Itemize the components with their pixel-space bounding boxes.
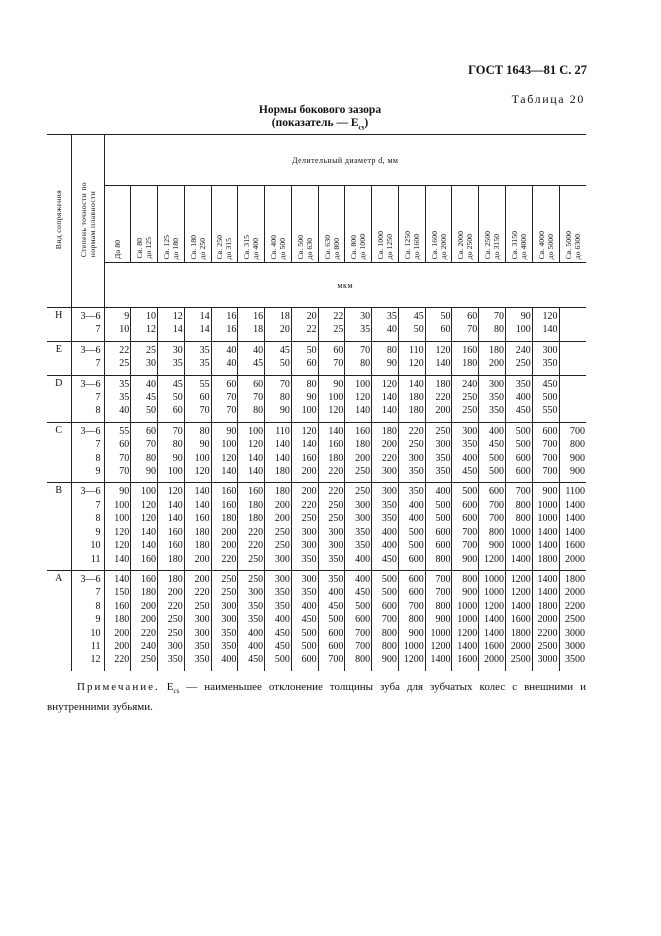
value-cell: 60 70 80 xyxy=(238,375,265,422)
value-cell: 110 140 140 180 xyxy=(265,422,292,483)
accuracy-degree: 3—6 7 8 9 10 11 12 xyxy=(71,570,104,670)
value-cell: 180 200 200 250 250 300 xyxy=(265,483,292,570)
value-cell: 1200 1200 1400 1600 1800 2000 2500 xyxy=(505,570,532,670)
accuracy-degree: 3—6 7 8 xyxy=(71,375,104,422)
value-cell: 300 350 400 450 500 500 600 xyxy=(291,570,318,670)
value-cell: 40 40 xyxy=(211,341,238,375)
col-kind-header: Вид сопряжения xyxy=(47,135,71,308)
value-cell: 500 500 600 700 800 800 900 xyxy=(372,570,399,670)
value-cell: 600 600 700 800 900 1000 1200 xyxy=(398,570,425,670)
value-cell: 55 60 70 xyxy=(184,375,211,422)
value-cell: 1000 1000 1200 1400 1400 1600 2000 xyxy=(479,570,506,670)
value-cell: 1100 1400 1400 1400 1600 2000 xyxy=(559,483,586,570)
group-row-E xyxy=(47,341,586,375)
value-cell: 22 25 xyxy=(104,341,131,375)
value-cell: 10 12 xyxy=(131,308,158,342)
value-cell: 500 500 600 600 xyxy=(505,422,532,483)
value-cell: 90 100 120 xyxy=(318,375,345,422)
value-cell: 45 50 xyxy=(265,341,292,375)
value-cell: 35 35 40 xyxy=(104,375,131,422)
group-row-B xyxy=(47,483,586,570)
table-number: Таблица 20 xyxy=(511,92,585,106)
value-cell: 160 180 200 200 220 240 250 xyxy=(131,570,158,670)
value-cell: 500 600 600 700 700 900 xyxy=(452,483,479,570)
value-cell: 220 250 300 350 xyxy=(398,422,425,483)
value-cell: 400 500 500 600 600 800 xyxy=(425,483,452,570)
value-cell: 50 60 xyxy=(291,341,318,375)
col-header: Св. 1000 до 1250 xyxy=(372,186,399,263)
value-cell: 40 45 xyxy=(238,341,265,375)
table-title xyxy=(220,104,420,134)
value-cell: 140 180 180 xyxy=(398,375,425,422)
mate-kind: B xyxy=(47,483,71,570)
value-cell: 180 220 200 xyxy=(425,375,452,422)
value-cell: 900 1000 1000 1400 1400 1800 xyxy=(532,483,559,570)
value-cell: 80 90 100 xyxy=(291,375,318,422)
col-header: Св. 250 до 315 xyxy=(211,186,238,263)
col-header: До 80 xyxy=(104,186,131,263)
title-line-2: (показатель — $E_{cs}$) xyxy=(271,117,369,132)
value-cell: 1400 1400 1800 2000 2200 2500 3000 xyxy=(532,570,559,670)
value-cell: 140 150 160 180 200 200 220 xyxy=(104,570,131,670)
col-header: Св. 3150 до 4000 xyxy=(505,186,532,263)
value-cell: 200 220 250 300 300 350 xyxy=(291,483,318,570)
value-cell: 600 700 700 700 xyxy=(532,422,559,483)
col-header: Св. 80 до 125 xyxy=(131,186,158,263)
value-cell: 180 200 xyxy=(479,341,506,375)
col-header: Св. 400 до 500 xyxy=(265,186,292,263)
value-cell: 60 70 70 xyxy=(211,375,238,422)
value-cell: 160 180 200 250 xyxy=(345,422,372,483)
value-cell xyxy=(559,308,586,342)
col-header: Св. 2500 до 3150 xyxy=(479,186,506,263)
value-cell: 70 80 90 xyxy=(265,375,292,422)
value-cell: 25 30 xyxy=(131,341,158,375)
value-cell: 700 800 900 900 xyxy=(559,422,586,483)
value-cell: 90 100 120 140 xyxy=(211,422,238,483)
value-cell: 35 40 xyxy=(372,308,399,342)
value-cell: 240 250 250 xyxy=(452,375,479,422)
col-header: Св. 630 до 800 xyxy=(318,186,345,263)
value-cell: 30 35 xyxy=(345,308,372,342)
value-cell: 350 400 450 500 600 600 700 xyxy=(318,570,345,670)
mate-kind: D xyxy=(47,375,71,422)
value-cell: 100 120 120 140 140 160 xyxy=(131,483,158,570)
value-cell: 140 160 180 220 xyxy=(318,422,345,483)
value-cell: 700 800 800 1000 1000 1400 xyxy=(505,483,532,570)
value-cell: 300 350 350 400 450 450 500 xyxy=(265,570,292,670)
value-cell: 140 140 160 180 180 200 xyxy=(184,483,211,570)
value-cell: 1800 2000 2200 2500 3000 3000 3500 xyxy=(565,573,585,666)
mate-kind: H xyxy=(47,308,71,342)
value-cell: 250 300 350 350 400 400 450 xyxy=(238,570,265,670)
value-cell: 400 450 500 500 xyxy=(479,422,506,483)
value-cell: 240 250 xyxy=(505,341,532,375)
value-cell: 16 16 xyxy=(211,308,238,342)
value-cell: 70 80 xyxy=(479,308,506,342)
value-cell: 60 70 xyxy=(452,308,479,342)
value-cell: 350 400 450 xyxy=(505,375,532,422)
value-cell: 600 700 700 800 900 1200 xyxy=(479,483,506,570)
value-cell: 60 70 xyxy=(318,341,345,375)
value-cell: 45 50 60 xyxy=(158,375,185,422)
note-label: Примечание. xyxy=(77,681,160,693)
col-header: Св. 800 до 1000 xyxy=(345,186,372,263)
mate-kind: C xyxy=(47,422,71,483)
value-cell: 90 100 xyxy=(505,308,532,342)
value-cell: 22 25 xyxy=(318,308,345,342)
unit-header: мкм xyxy=(104,263,586,308)
value-cell: 250 300 350 350 xyxy=(425,422,452,483)
value-cell: 50 60 xyxy=(425,308,452,342)
value-cell: 9 10 xyxy=(104,308,131,342)
value-cell: 55 60 70 70 xyxy=(104,422,131,483)
value-cell: 400 450 500 600 700 700 800 xyxy=(345,570,372,670)
note-text: — наименьшее отклонение толщины зуба для зубчатых колес с внешними и внутренними зубьями. xyxy=(47,681,586,714)
accuracy-degree: 3—6 7 xyxy=(71,341,104,375)
value-cell: 450 500 550 xyxy=(532,375,559,422)
value-cell: 110 120 xyxy=(398,341,425,375)
col-header: Св. 2000 до 2500 xyxy=(452,186,479,263)
value-cell: 18 20 xyxy=(265,308,292,342)
diameter-span-header: Делительный диаметр d, мм xyxy=(104,135,586,186)
value-cell: 70 80 xyxy=(345,341,372,375)
col-header: Св. 1600 до 2000 xyxy=(425,186,452,263)
value-cell: 160 180 180 220 220 250 xyxy=(238,483,265,570)
note-symbol: $E_{cs}$ xyxy=(166,681,180,696)
col-header: Св. 4000 до 5000 xyxy=(532,186,559,263)
value-cell: 300 350 350 xyxy=(479,375,506,422)
value-cell xyxy=(559,341,586,375)
value-cell: 90 100 100 120 120 140 xyxy=(104,483,131,570)
value-cell: 180 200 220 250 250 300 350 xyxy=(158,570,185,670)
value-cell: 16 18 xyxy=(238,308,265,342)
col-header: Св. 315 до 400 xyxy=(238,186,265,263)
value-cell: 220 250 250 300 300 350 xyxy=(318,483,345,570)
title-line-1: Нормы бокового зазора xyxy=(258,104,382,116)
value-cell xyxy=(559,375,586,422)
group-row-C xyxy=(47,422,586,483)
value-cell: 800 900 1000 1000 1200 1400 1600 xyxy=(452,570,479,670)
value-cell: 70 80 90 100 xyxy=(158,422,185,483)
value-cell: 200 220 250 300 300 350 350 xyxy=(184,570,211,670)
col-header: Св. 125 до 180 xyxy=(158,186,185,263)
col-header: Св. 1250 до 1600 xyxy=(398,186,425,263)
value-cell: 20 22 xyxy=(291,308,318,342)
value-cell: 45 50 xyxy=(398,308,425,342)
accuracy-degree: 3—6 7 xyxy=(71,308,104,342)
value-cell: 300 350 400 450 xyxy=(452,422,479,483)
mate-kind: A xyxy=(47,570,71,670)
value-cell: 100 120 140 xyxy=(345,375,372,422)
value-cell: 100 120 140 140 xyxy=(238,422,265,483)
accuracy-degree: 3—6 7 8 9 10 11 xyxy=(71,483,104,570)
value-cell: 300 350 xyxy=(532,341,559,375)
table-note xyxy=(47,679,586,715)
value-cell: 30 35 xyxy=(158,341,185,375)
col-header: Св. 180 до 250 xyxy=(184,186,211,263)
value-cell: 120 140 160 200 xyxy=(291,422,318,483)
backlash-norms-table xyxy=(47,134,586,671)
col-header: Св. 500 до 630 xyxy=(291,186,318,263)
accuracy-degree: 3—6 7 8 9 xyxy=(71,422,104,483)
value-cell: 160 160 180 200 200 220 xyxy=(211,483,238,570)
col-degree-header: Степень точности по нормам плавности xyxy=(71,135,104,308)
value-cell: 160 180 xyxy=(452,341,479,375)
group-row-H xyxy=(47,308,586,342)
col-header: Св. 5000 до 6300 xyxy=(559,186,586,263)
group-row-D xyxy=(47,375,586,422)
value-cell: 120 140 140 160 160 180 xyxy=(158,483,185,570)
value-cell: 120 140 140 xyxy=(372,375,399,422)
value-cell: 12 14 xyxy=(158,308,185,342)
value-cell: 300 350 350 400 400 450 xyxy=(372,483,399,570)
mate-kind: E xyxy=(47,341,71,375)
value-cell: 120 140 xyxy=(532,308,559,342)
value-cell: 180 200 220 300 xyxy=(372,422,399,483)
value-cell: 80 90 xyxy=(372,341,399,375)
value-cell: 350 400 400 500 500 600 xyxy=(398,483,425,570)
value-cell: 40 45 50 xyxy=(131,375,158,422)
value-cell: 35 35 xyxy=(184,341,211,375)
value-cell: 120 140 xyxy=(425,341,452,375)
document-header: ГОСТ 1643—81 С. 27 xyxy=(468,63,587,77)
value-cell: 80 90 100 120 xyxy=(184,422,211,483)
value-cell: 250 300 300 350 350 400 xyxy=(345,483,372,570)
value-cell: 250 250 300 300 350 350 400 xyxy=(211,570,238,670)
value-cell: 14 14 xyxy=(184,308,211,342)
group-row-A xyxy=(47,570,586,670)
value-cell: 60 70 80 90 xyxy=(131,422,158,483)
value-cell: 700 700 800 900 1000 1200 1400 xyxy=(425,570,452,670)
